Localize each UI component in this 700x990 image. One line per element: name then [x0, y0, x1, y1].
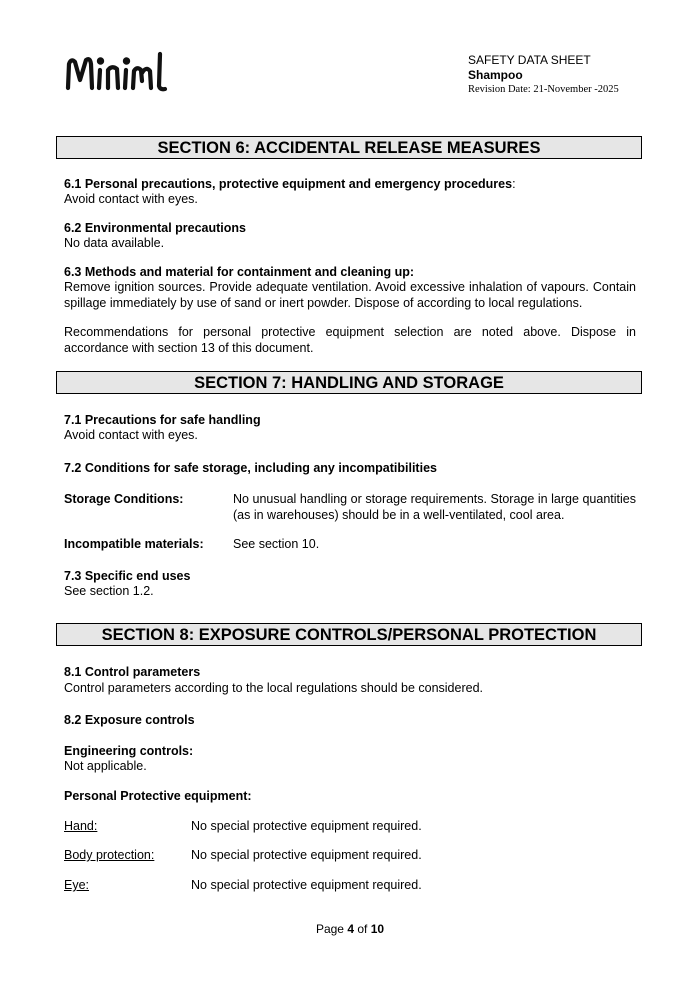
ppe-hand-label: Hand:	[64, 819, 98, 833]
section-8-heading: SECTION 8: EXPOSURE CONTROLS/PERSONAL PROTECTION	[56, 623, 642, 646]
recommendation-text: Recommendations for personal protective equipment selection are noted above. Dispose in accordance with section 13 of this document.	[64, 325, 636, 355]
s71-heading: 7.1 Precautions for safe handling	[64, 413, 261, 427]
ppe-heading: Personal Protective equipment:	[64, 789, 252, 803]
doc-type: SAFETY DATA SHEET	[468, 53, 591, 67]
product-name: Shampoo	[468, 68, 523, 82]
ppe-eye-value: No special protective equipment required.	[191, 878, 422, 892]
storage-conditions-label: Storage Conditions:	[64, 492, 184, 506]
s61-text: Avoid contact with eyes.	[64, 192, 198, 206]
s71-text: Avoid contact with eyes.	[64, 428, 198, 442]
s62-text: No data available.	[64, 236, 165, 250]
s73-heading: 7.3 Specific end uses	[64, 569, 191, 583]
s61-heading: 6.1 Personal precautions, protective equipment and emergency procedures:	[64, 177, 516, 191]
header-info	[468, 53, 619, 97]
engineering-controls-text: Not applicable.	[64, 759, 147, 773]
s63-text: Remove ignition sources. Provide adequate ventilation. Avoid excessive inhalation of vapours. Contain spillage immediately by use of sand or inert powder. Dispose of according to local regulations.	[64, 280, 636, 310]
incompatible-materials-label: Incompatible materials:	[64, 537, 204, 551]
s72-heading: 7.2 Conditions for safe storage, including any incompatibilities	[64, 461, 437, 475]
engineering-controls-heading: Engineering controls:	[64, 744, 194, 758]
page-number: Page 4 of 10	[315, 922, 385, 936]
s81-text: Control parameters according to the local regulations should be considered.	[64, 681, 483, 695]
s82-heading: 8.2 Exposure controls	[64, 713, 195, 727]
s73-text: See section 1.2.	[64, 584, 154, 598]
revision-date: Revision Date: 21-November -2025	[468, 84, 619, 95]
s63-heading: 6.3 Methods and material for containment and cleaning up:	[64, 265, 415, 279]
ppe-body-value: No special protective equipment required.	[191, 848, 422, 862]
storage-conditions-value: No unusual handling or storage requirements. Storage in large quantities (as in warehouses) should be in a well-ventilated, cool area.	[233, 492, 636, 522]
ppe-body-label: Body protection:	[64, 848, 155, 862]
section-6-heading: SECTION 6: ACCIDENTAL RELEASE MEASURES	[56, 136, 642, 159]
section-7-heading: SECTION 7: HANDLING AND STORAGE	[56, 371, 642, 394]
ppe-eye-label: Eye:	[64, 878, 90, 892]
minimal-logo	[62, 48, 174, 94]
s81-heading: 8.1 Control parameters	[64, 665, 201, 679]
incompatible-materials-value: See section 10.	[233, 537, 320, 551]
s62-heading: 6.2 Environmental precautions	[64, 221, 246, 235]
ppe-hand-value: No special protective equipment required.	[191, 819, 422, 833]
